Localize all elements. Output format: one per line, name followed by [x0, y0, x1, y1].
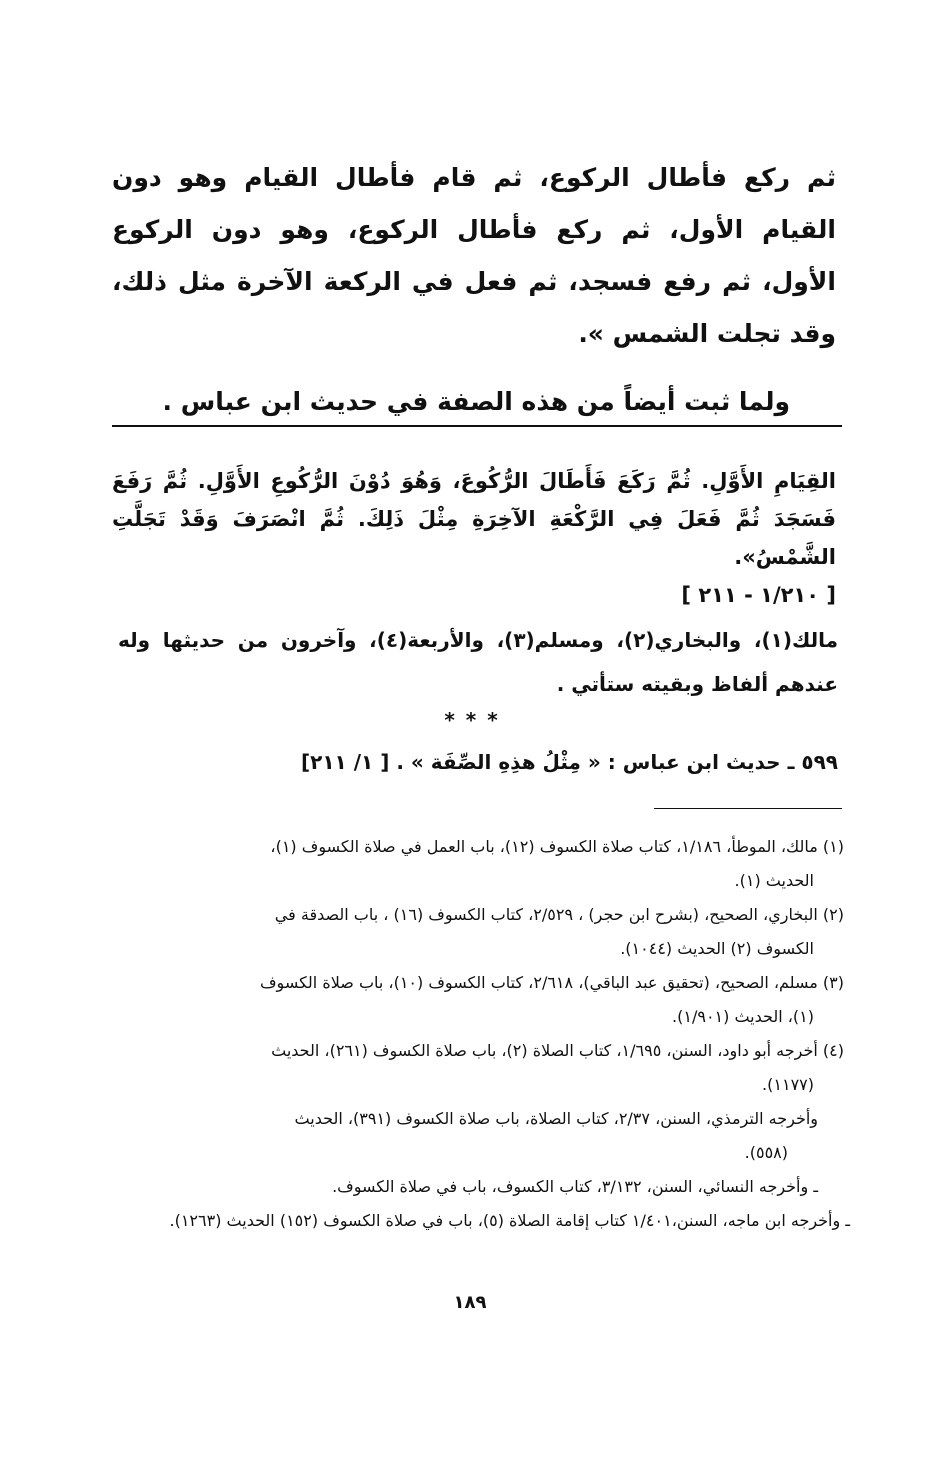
footnote-continuation: (٥٥٨).	[744, 1143, 788, 1162]
quote-reference: [ ١/٢١٠ - ٢١١ ]	[681, 583, 836, 607]
footnote-number: (٤)	[822, 1041, 844, 1060]
hadith-heading: ٥٩٩ ـ حديث ابن عباس : « مِثْلُ هذِهِ الصِّفَة » . [ ١/ ٢١١]	[301, 750, 838, 774]
footnote-text: مالك، الموطأ، ١/١٨٦، كتاب صلاة الكسوف (١٢)، باب العمل في صلاة الكسوف (١)،	[270, 837, 818, 856]
footnote	[118, 830, 844, 898]
main-text	[112, 152, 836, 428]
footnote-subentry	[96, 1204, 850, 1238]
footnote	[118, 898, 844, 966]
footnote-continuation: الحديث (١).	[734, 871, 814, 890]
footnote-text: ـ وأخرجه ابن ماجه، السنن،١/٤٠١ كتاب إقامة الصلاة (٥)، باب في صلاة الكسوف (١٥٢) الحديث (١٢٦٣).	[169, 1211, 850, 1230]
separator-stars: * * *	[444, 708, 500, 732]
main-paragraph: ثم ركع فأطال الركوع، ثم قام فأطال القيام وهو دون القيام الأول، ثم ركع فأطال الركوع، وهو دون الركوع الأول، ثم رفع فسجد، ثم فعل في الركعة الآخرة مثل ذلك، وقد تجلت الشمس ».	[112, 163, 836, 348]
footnote	[118, 1034, 844, 1102]
footnote-number: (٢)	[822, 905, 844, 924]
page-number: ١٨٩	[453, 1292, 487, 1313]
footnote-text: مسلم، الصحيح، (تحقيق عبد الباقي)، ٢/٦١٨، كتاب الكسوف (١٠)، باب صلاة الكسوف	[259, 973, 818, 992]
footnote-subentry	[118, 1170, 844, 1204]
footnote-divider	[654, 808, 842, 809]
footnote-continuation: (١)، الحديث (١/٩٠١).	[672, 1007, 814, 1026]
footnote-subentry	[118, 1102, 844, 1170]
footnote-text: أخرجه أبو داود، السنن، ١/٦٩٥، كتاب الصلاة (٢)، باب صلاة الكسوف (٢٦١)، الحديث	[271, 1041, 818, 1060]
footnote	[118, 966, 844, 1034]
footnotes	[118, 830, 850, 1238]
footnote-text: ـ وأخرجه النسائي، السنن، ٣/١٣٢، كتاب الكسوف، باب في صلاة الكسوف.	[332, 1177, 818, 1196]
section-divider	[112, 425, 842, 427]
footnote-continuation: (١١٧٧).	[762, 1075, 814, 1094]
footnote-text: وأخرجه الترمذي، السنن، ٢/٣٧، كتاب الصلاة، باب صلاة الكسوف (٣٩١)، الحديث	[294, 1109, 818, 1128]
footnote-number: (٣)	[822, 973, 844, 992]
hadith-quote	[112, 462, 836, 614]
main-paragraph-2: ولما ثبت أيضاً من هذه الصفة في حديث ابن عباس .	[162, 387, 790, 416]
commentary: مالك(١)، والبخاري(٢)، ومسلم(٣)، والأربعة(٤)، وآخرون من حديثها وله عندهم ألفاظ وبقيته ستأتي .	[118, 628, 839, 696]
footnote-number: (١)	[822, 837, 844, 856]
footnote-text: البخاري، الصحيح، (بشرح ابن حجر) ، ٢/٥٢٩، كتاب الكسوف (١٦) ، باب الصدقة في	[274, 905, 818, 924]
quote-text: القِيَامِ الأَوَّلِ. ثُمَّ رَكَعَ فَأَطَالَ الرُّكُوعَ، وَهُوَ دُوْنَ الرُّكُوعِ الأَوَّلِ. ثُمَّ رَفَعَ فَسَجَدَ ثُمَّ فَعَلَ فِي الرَّكْعَةِ الآخِرَةِ مِثْلَ ذَلِكَ. ثُمَّ انْصَرَفَ وَقَدْ تَجَلَّتِ الشَّمْسُ».	[112, 469, 836, 569]
footnote-continuation: الكسوف (٢) الحديث (١٠٤٤).	[620, 939, 814, 958]
